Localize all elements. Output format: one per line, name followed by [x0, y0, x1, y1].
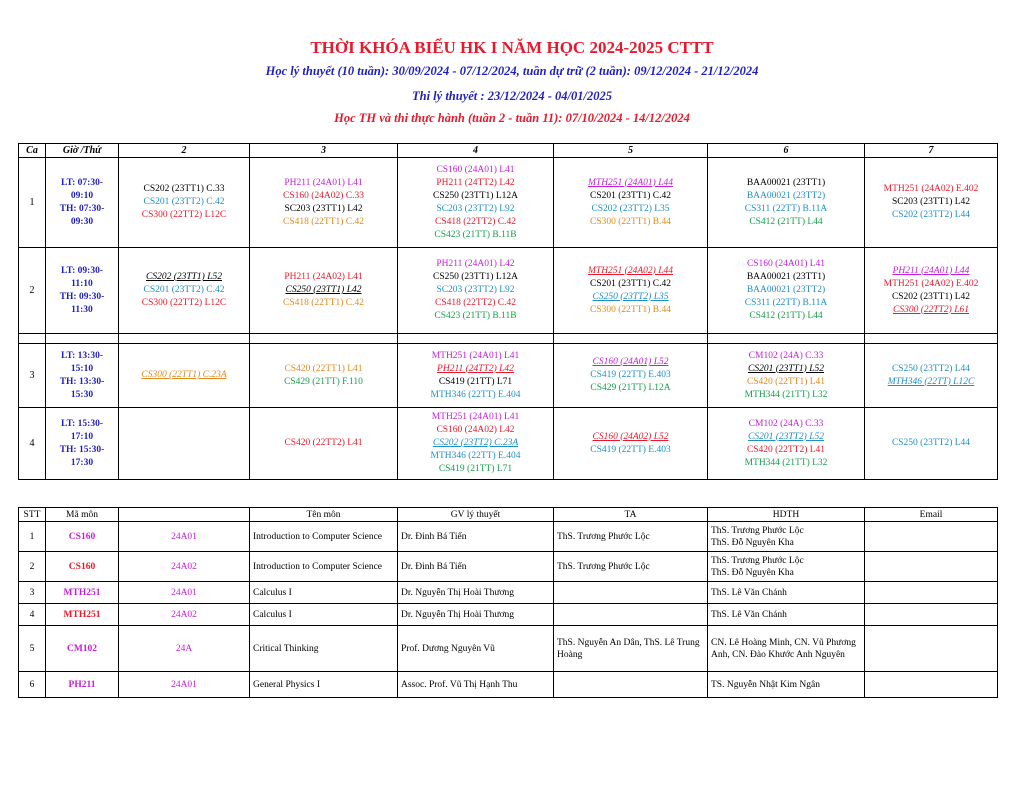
course-stt: 2	[19, 552, 46, 582]
time-slot	[46, 248, 119, 334]
class-entry: CS202 (23TT1) C.33	[143, 184, 225, 194]
class-entry: MTH251 (24A01) L41	[431, 412, 520, 422]
course-stt: 4	[19, 604, 46, 626]
class-entry: MTH251 (24A02) L44	[588, 265, 673, 276]
course-name: Introduction to Computer Science	[250, 552, 398, 582]
header-day-6: 6	[708, 144, 865, 158]
time-line: 09:10	[70, 190, 94, 201]
schedule-cell	[708, 408, 865, 480]
header-hdth: HDTH	[708, 508, 865, 522]
course-name: Critical Thinking	[250, 626, 398, 672]
spacer-cell	[865, 334, 998, 344]
schedule-cell	[554, 248, 708, 334]
class-entry: CS202 (23TT1) L42	[891, 291, 971, 302]
course-lecturer: Prof. Dương Nguyên Vũ	[398, 626, 554, 672]
course-stt: 1	[19, 522, 46, 552]
schedule-row	[19, 158, 998, 248]
schedule-cell	[708, 248, 865, 334]
header-time: Giờ /Thứ	[46, 144, 119, 158]
class-entry: CS250 (23TT2) L35	[592, 291, 669, 302]
schedule-row	[19, 344, 998, 408]
schedule-header-row	[19, 144, 998, 158]
schedule-cell	[865, 344, 998, 408]
class-entry: CS201 (23TT2) C.42	[143, 197, 225, 207]
class-entry: CS300 (22TT1) B.44	[589, 216, 671, 227]
class-entry: SC203 (23TT2) L92	[436, 285, 515, 295]
hdth-line: ThS. Trương Phước Lộc	[711, 525, 804, 536]
course-stt: 5	[19, 626, 46, 672]
course-lecturer: Dr. Nguyễn Thị Hoài Thương	[398, 604, 554, 626]
class-entry: CS201 (23TT1) C.42	[589, 278, 671, 289]
class-entry: CS202 (23TT2) L35	[591, 203, 670, 214]
course-group: 24A	[119, 626, 250, 672]
time-line: TH: 13:30-	[59, 376, 105, 387]
time-line: TH: 09:30-	[59, 291, 105, 302]
class-entry: MTH251 (24A01) L41	[431, 350, 520, 361]
class-entry: CS418 (22TT1) C.42	[282, 298, 364, 308]
hdth-line: ThS. Lê Văn Chánh	[711, 609, 787, 620]
class-entry: CS420 (22TT2) L41	[746, 444, 826, 455]
course-code: PH211	[46, 672, 119, 698]
course-hdth	[708, 672, 865, 698]
class-entry: MTH346 (22TT) L12C	[887, 376, 975, 387]
course-row	[19, 552, 998, 582]
course-hdth	[708, 522, 865, 552]
course-code: CS160	[46, 552, 119, 582]
schedule-cell	[398, 408, 554, 480]
schedule-cell	[398, 158, 554, 248]
spacer-cell	[19, 334, 46, 344]
course-lecturer: Dr. Đinh Bá Tiến	[398, 522, 554, 552]
header-ta: TA	[554, 508, 708, 522]
class-entry: CS201 (23TT1) L52	[747, 363, 824, 374]
class-entry: CM102 (24A) C.33	[748, 350, 824, 361]
class-entry: CS300 (22TT1) B.44	[589, 304, 671, 315]
class-entry: CS419 (21TT) L71	[438, 376, 513, 387]
ca-number: 3	[19, 344, 46, 408]
time-slot	[46, 158, 119, 248]
time-line: LT: 09:30-	[61, 265, 103, 276]
course-ta: ThS. Trương Phước Lộc	[554, 552, 708, 582]
time-line: TH: 07:30-	[59, 203, 105, 214]
course-name: General Physics I	[250, 672, 398, 698]
time-line: 17:10	[70, 431, 94, 442]
ca-number: 2	[19, 248, 46, 334]
class-entry: PH211 (24A01) L41	[284, 177, 363, 188]
course-email	[865, 522, 998, 552]
course-hdth	[708, 604, 865, 626]
class-entry: CM102 (24A) C.33	[748, 418, 824, 429]
schedule-cell	[865, 248, 998, 334]
theory-period-line: Học lý thuyết (10 tuần): 30/09/2024 - 07/12/2024, tuần dự trữ (2 tuần): 09/12/2024 - 21/12/2024	[265, 64, 759, 78]
class-entry: CS300 (22TT2) L12C	[141, 298, 227, 308]
header-day-4: 4	[398, 144, 554, 158]
header-day-7: 7	[865, 144, 998, 158]
schedule-table	[18, 143, 998, 480]
time-slot	[46, 344, 119, 408]
class-entry: PH211 (24A01) L42	[436, 259, 515, 269]
hdth-line: ThS. Đỗ Nguyên Kha	[711, 567, 794, 578]
class-entry: MTH344 (21TT) L32	[744, 389, 828, 400]
class-entry: MTH346 (22TT) E.404	[430, 451, 521, 461]
course-group: 24A01	[119, 522, 250, 552]
class-entry: BAA00021 (23TT1)	[746, 272, 826, 282]
course-lecturer: Dr. Đinh Bá Tiến	[398, 552, 554, 582]
course-ta: ThS. Nguyễn An Dân, ThS. Lê Trung Hoàng	[554, 626, 708, 672]
schedule-cell	[398, 248, 554, 334]
time-line: 09:30	[70, 216, 94, 227]
class-entry: CS311 (22TT) B.11A	[744, 203, 828, 214]
time-line: 15:30	[70, 389, 94, 400]
class-entry: CS250 (23TT1) L12A	[433, 272, 518, 282]
class-entry: PH211 (24A02) L41	[284, 272, 363, 282]
time-line: LT: 15:30-	[61, 418, 103, 429]
class-entry: SC203 (23TT1) L42	[891, 197, 971, 207]
schedule-row	[19, 248, 998, 334]
class-entry: CS423 (21TT) B.11B	[434, 229, 517, 240]
class-entry: CS202 (23TT1) L52	[145, 272, 222, 282]
class-entry: CS250 (23TT1) L12A	[433, 190, 518, 201]
time-line: 11:10	[71, 278, 93, 289]
class-entry: CS250 (23TT2) L44	[891, 363, 971, 374]
time-line: 17:30	[70, 457, 94, 468]
header-group	[119, 508, 250, 522]
course-ta	[554, 582, 708, 604]
course-email	[865, 626, 998, 672]
class-entry: BAA00021 (23TT1)	[746, 177, 826, 188]
practice-period-line: Học TH và thi thực hành (tuần 2 - tuần 11): 07/10/2024 - 14/12/2024	[334, 111, 690, 125]
class-entry: CS201 (23TT2) L52	[747, 431, 824, 442]
course-stt: 3	[19, 582, 46, 604]
schedule-cell	[119, 408, 250, 480]
class-entry: CS160 (24A02) C.33	[282, 190, 365, 201]
spacer-cell	[554, 334, 708, 344]
course-hdth	[708, 552, 865, 582]
class-entry: CS429 (21TT) F.110	[284, 376, 363, 387]
course-table	[18, 507, 998, 698]
spacer-cell	[250, 334, 398, 344]
hdth-line: ThS. Đỗ Nguyên Kha	[711, 537, 794, 548]
class-entry: SC203 (23TT2) L92	[436, 203, 515, 214]
class-entry: CS300 (22TT2) L61	[892, 304, 969, 315]
ca-number: 1	[19, 158, 46, 248]
theory-exam-line: Thi lý thuyết : 23/12/2024 - 04/01/2025	[412, 89, 612, 103]
schedule-cell	[554, 158, 708, 248]
ca-number: 4	[19, 408, 46, 480]
hdth-line: CN. Lê Hoàng Minh, CN. Vũ Phương Anh, CN. Đào Khước Anh Nguyên	[711, 637, 856, 660]
class-entry: CS412 (21TT) L44	[749, 311, 823, 321]
class-entry: CS311 (22TT) B.11A	[744, 298, 828, 308]
hdth-line: ThS. Trương Phước Lộc	[711, 555, 804, 566]
header-name: Tên môn	[250, 508, 398, 522]
class-entry: CS201 (23TT1) C.42	[589, 190, 671, 201]
class-entry: MTH251 (24A02) E.402	[883, 184, 979, 194]
lunch-spacer-row	[19, 334, 998, 344]
course-code: CS160	[46, 522, 119, 552]
time-line: 11:30	[71, 304, 93, 315]
course-hdth	[708, 582, 865, 604]
course-hdth	[708, 626, 865, 672]
schedule-cell	[554, 408, 708, 480]
class-entry: CS300 (22TT2) L12C	[141, 210, 227, 220]
class-entry: CS420 (22TT2) L41	[284, 438, 363, 448]
time-slot	[46, 408, 119, 480]
class-entry: CS418 (22TT2) C.42	[434, 298, 516, 308]
course-name: Introduction to Computer Science	[250, 522, 398, 552]
schedule-cell	[119, 158, 250, 248]
course-row	[19, 672, 998, 698]
course-code: MTH251	[46, 604, 119, 626]
schedule-cell	[250, 248, 398, 334]
class-entry: PH211 (24TT2) L42	[437, 363, 514, 374]
schedule-cell	[250, 158, 398, 248]
class-entry: PH211 (24A01) L44	[892, 265, 970, 276]
class-entry: CS160 (24A02) L52	[592, 431, 669, 442]
schedule-cell	[554, 344, 708, 408]
spacer-cell	[119, 334, 250, 344]
class-entry: CS429 (21TT) L12A	[590, 383, 671, 393]
course-name: Calculus I	[250, 582, 398, 604]
header-ca: Ca	[19, 144, 46, 158]
header-day-5: 5	[554, 144, 708, 158]
spacer-cell	[398, 334, 554, 344]
course-header-row	[19, 508, 998, 522]
class-entry: SC203 (23TT1) L42	[284, 203, 363, 214]
class-entry: CS420 (22TT1) L41	[284, 363, 363, 374]
class-entry: PH211 (24TT2) L42	[436, 177, 515, 188]
schedule-cell	[398, 344, 554, 408]
schedule-cell	[708, 158, 865, 248]
course-stt: 6	[19, 672, 46, 698]
course-group: 24A02	[119, 604, 250, 626]
course-email	[865, 582, 998, 604]
course-email	[865, 672, 998, 698]
schedule-row	[19, 408, 998, 480]
class-entry: CS420 (22TT1) L41	[746, 376, 826, 387]
schedule-cell	[250, 344, 398, 408]
course-lecturer: Assoc. Prof. Vũ Thị Hạnh Thu	[398, 672, 554, 698]
course-group: 24A01	[119, 672, 250, 698]
class-entry: CS202 (23TT2) L44	[891, 210, 971, 220]
course-row	[19, 604, 998, 626]
class-entry: CS250 (23TT2) L44	[891, 438, 971, 448]
course-row	[19, 626, 998, 672]
header-code: Mã môn	[46, 508, 119, 522]
class-entry: CS250 (23TT1) L42	[285, 285, 362, 295]
course-email	[865, 552, 998, 582]
schedule-cell	[250, 408, 398, 480]
page-title: THỜI KHÓA BIỂU HK I NĂM HỌC 2024-2025 CTTT	[310, 38, 714, 57]
class-entry: CS202 (23TT2) C.23A	[432, 438, 519, 448]
class-entry: CS412 (21TT) L44	[749, 216, 823, 227]
class-entry: MTH346 (22TT) E.404	[430, 389, 521, 400]
header-day-2: 2	[119, 144, 250, 158]
course-ta	[554, 672, 708, 698]
class-entry: CS300 (22TT1) C.23A	[141, 370, 227, 380]
class-entry: BAA00021 (23TT2)	[746, 190, 826, 201]
course-ta: ThS. Trương Phước Lộc	[554, 522, 708, 552]
course-ta	[554, 604, 708, 626]
time-line: LT: 13:30-	[61, 350, 103, 361]
header-stt: STT	[19, 508, 46, 522]
class-entry: CS418 (22TT1) C.42	[282, 216, 364, 227]
class-entry: CS419 (22TT) E.403	[590, 370, 671, 380]
class-entry: CS160 (24A01) L41	[436, 164, 515, 175]
class-entry: CS201 (23TT2) C.42	[143, 285, 225, 295]
class-entry: BAA00021 (23TT2)	[746, 285, 826, 295]
header-lecturer: GV lý thuyết	[398, 508, 554, 522]
class-entry: MTH251 (24A01) L44	[588, 177, 673, 188]
class-entry: MTH344 (21TT) L32	[744, 457, 828, 468]
schedule-cell	[865, 158, 998, 248]
time-line: 15:10	[70, 363, 94, 374]
class-entry: CS160 (24A01) L41	[746, 259, 826, 269]
time-line: TH: 15:30-	[59, 444, 105, 455]
header-email: Email	[865, 508, 998, 522]
schedule-cell	[119, 248, 250, 334]
schedule-cell	[119, 344, 250, 408]
class-entry: CS423 (21TT) B.11B	[434, 311, 517, 321]
course-group: 24A01	[119, 582, 250, 604]
course-email	[865, 604, 998, 626]
spacer-cell	[46, 334, 119, 344]
hdth-line: ThS. Lê Văn Chánh	[711, 587, 787, 598]
course-code: MTH251	[46, 582, 119, 604]
course-row	[19, 522, 998, 552]
schedule-cell	[865, 408, 998, 480]
time-line: LT: 07:30-	[61, 177, 103, 188]
header-day-3: 3	[250, 144, 398, 158]
class-entry: CS160 (24A01) L52	[592, 357, 669, 367]
course-name: Calculus I	[250, 604, 398, 626]
class-entry: CS419 (21TT) L71	[438, 464, 513, 474]
class-entry: CS418 (22TT2) C.42	[434, 216, 516, 227]
course-code: CM102	[46, 626, 119, 672]
class-entry: CS160 (24A02) L42	[436, 425, 515, 435]
hdth-line: TS. Nguyễn Nhật Kim Ngân	[711, 679, 820, 690]
course-lecturer: Dr. Nguyễn Thị Hoài Thương	[398, 582, 554, 604]
class-entry: MTH251 (24A02) E.402	[883, 278, 979, 289]
class-entry: CS419 (22TT) E.403	[590, 444, 671, 455]
course-group: 24A02	[119, 552, 250, 582]
course-row	[19, 582, 998, 604]
spacer-cell	[708, 334, 865, 344]
schedule-cell	[708, 344, 865, 408]
